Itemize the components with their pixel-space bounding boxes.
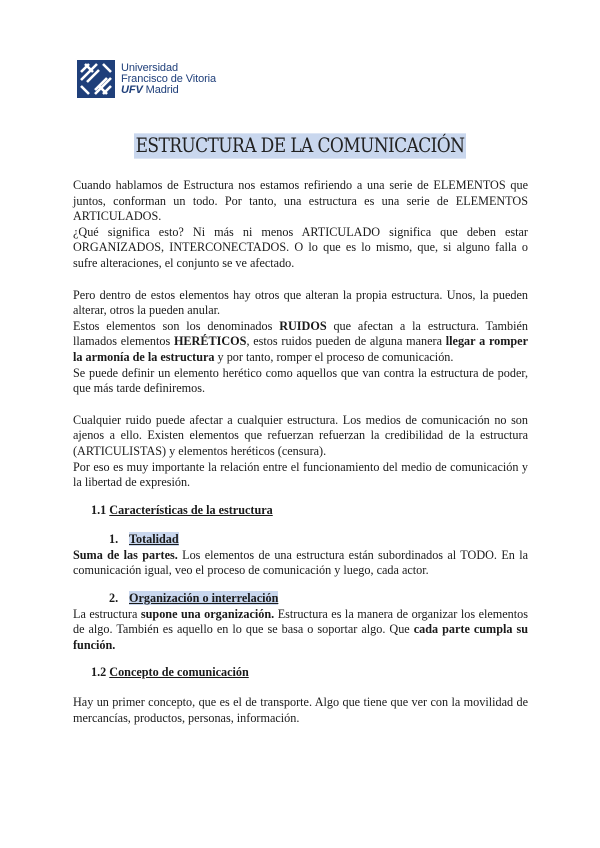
logo-ufv: UFV — [121, 83, 143, 96]
paragraph: Por eso es muy importante la relación entre el funcionamiento del medio de comunicación y la libertad de expresión. — [73, 459, 528, 490]
paragraph: ¿Qué significa esto? Ni más ni menos ARTICULADO significa que deben estar ORGANIZADOS, INTERCONECTADOS. O lo que es lo mismo, que, si alguno falla o sufre alteraciones, el conjunto se ve afectado. — [73, 224, 528, 270]
ruidos-term: RUIDOS — [279, 318, 327, 333]
logo-wordmark — [121, 63, 216, 96]
paragraph: Cuando hablamos de Estructura nos estamos refiriendo a una serie de ELEMENTOS que juntos, conforman un todo. Por tanto, una estructura es una serie de ELEMENTOS ARTICULADOS. — [73, 178, 528, 224]
subheading-totalidad: 1. Totalidad — [109, 532, 179, 547]
subheading-organizacion: 2. Organización o interrelación — [109, 591, 279, 606]
logo-city: Madrid — [145, 83, 179, 96]
paragraph: Se puede definir un elemento herético como aquellos que van contra la estructura de poder, que más tarde definiremos. — [73, 365, 528, 396]
paragraph: La estructura supone una organización. Estructura es la manera de organizar los elementos de algo. También es aquello en lo que se basa o soportar algo. Que cada parte cumpla su función. — [73, 606, 528, 652]
page-title: ESTRUCTURA DE LA COMUNICACIÓN — [135, 134, 465, 158]
paragraph: Estos elementos son los denominados RUIDOS que afectan a la estructura. También llamados elementos HERÉTICOS, estos ruidos pueden de alguna manera llegar a romper la armonía de la estructura y por tanto, romper el proceso de comunicación. — [73, 318, 528, 364]
title-container — [0, 135, 600, 157]
document-body — [73, 178, 528, 726]
section-heading-1-2: 1.2 Concepto de comunicación — [91, 665, 249, 680]
ufv-emblem-icon — [77, 60, 115, 98]
section-heading-1-1: 1.1 Características de la estructura — [91, 502, 273, 517]
paragraph: Pero dentro de estos elementos hay otros que alteran la propia estructura. Unos, la pueden alterar, otros la pueden anular. — [73, 287, 528, 318]
hereticos-term: HERÉTICOS — [173, 334, 247, 349]
paragraph: Hay un primer concepto, que es el de transporte. Algo que tiene que ver con la movilidad de mercancías, productos, personas, información. — [73, 695, 528, 725]
logo-name: Francisco de Vitoria — [121, 72, 217, 85]
romper-armonia-phrase: llegar a romper la armonía de la estructura — [73, 334, 528, 364]
university-logo — [77, 60, 216, 98]
paragraph: Suma de las partes. Los elementos de una estructura están subordinados al TODO. En la comunicación igual, veo el proceso de comunicación y luego, cada actor. — [73, 547, 528, 578]
logo-university: Universidad — [121, 61, 178, 74]
paragraph: Cualquier ruido puede afectar a cualquier estructura. Los medios de comunicación no son ajenos a ello. Existen elementos que refuerzan refuerzan la credibilidad de la estructura (ARTICULISTAS) y elementos heréticos (censura). — [73, 412, 528, 458]
